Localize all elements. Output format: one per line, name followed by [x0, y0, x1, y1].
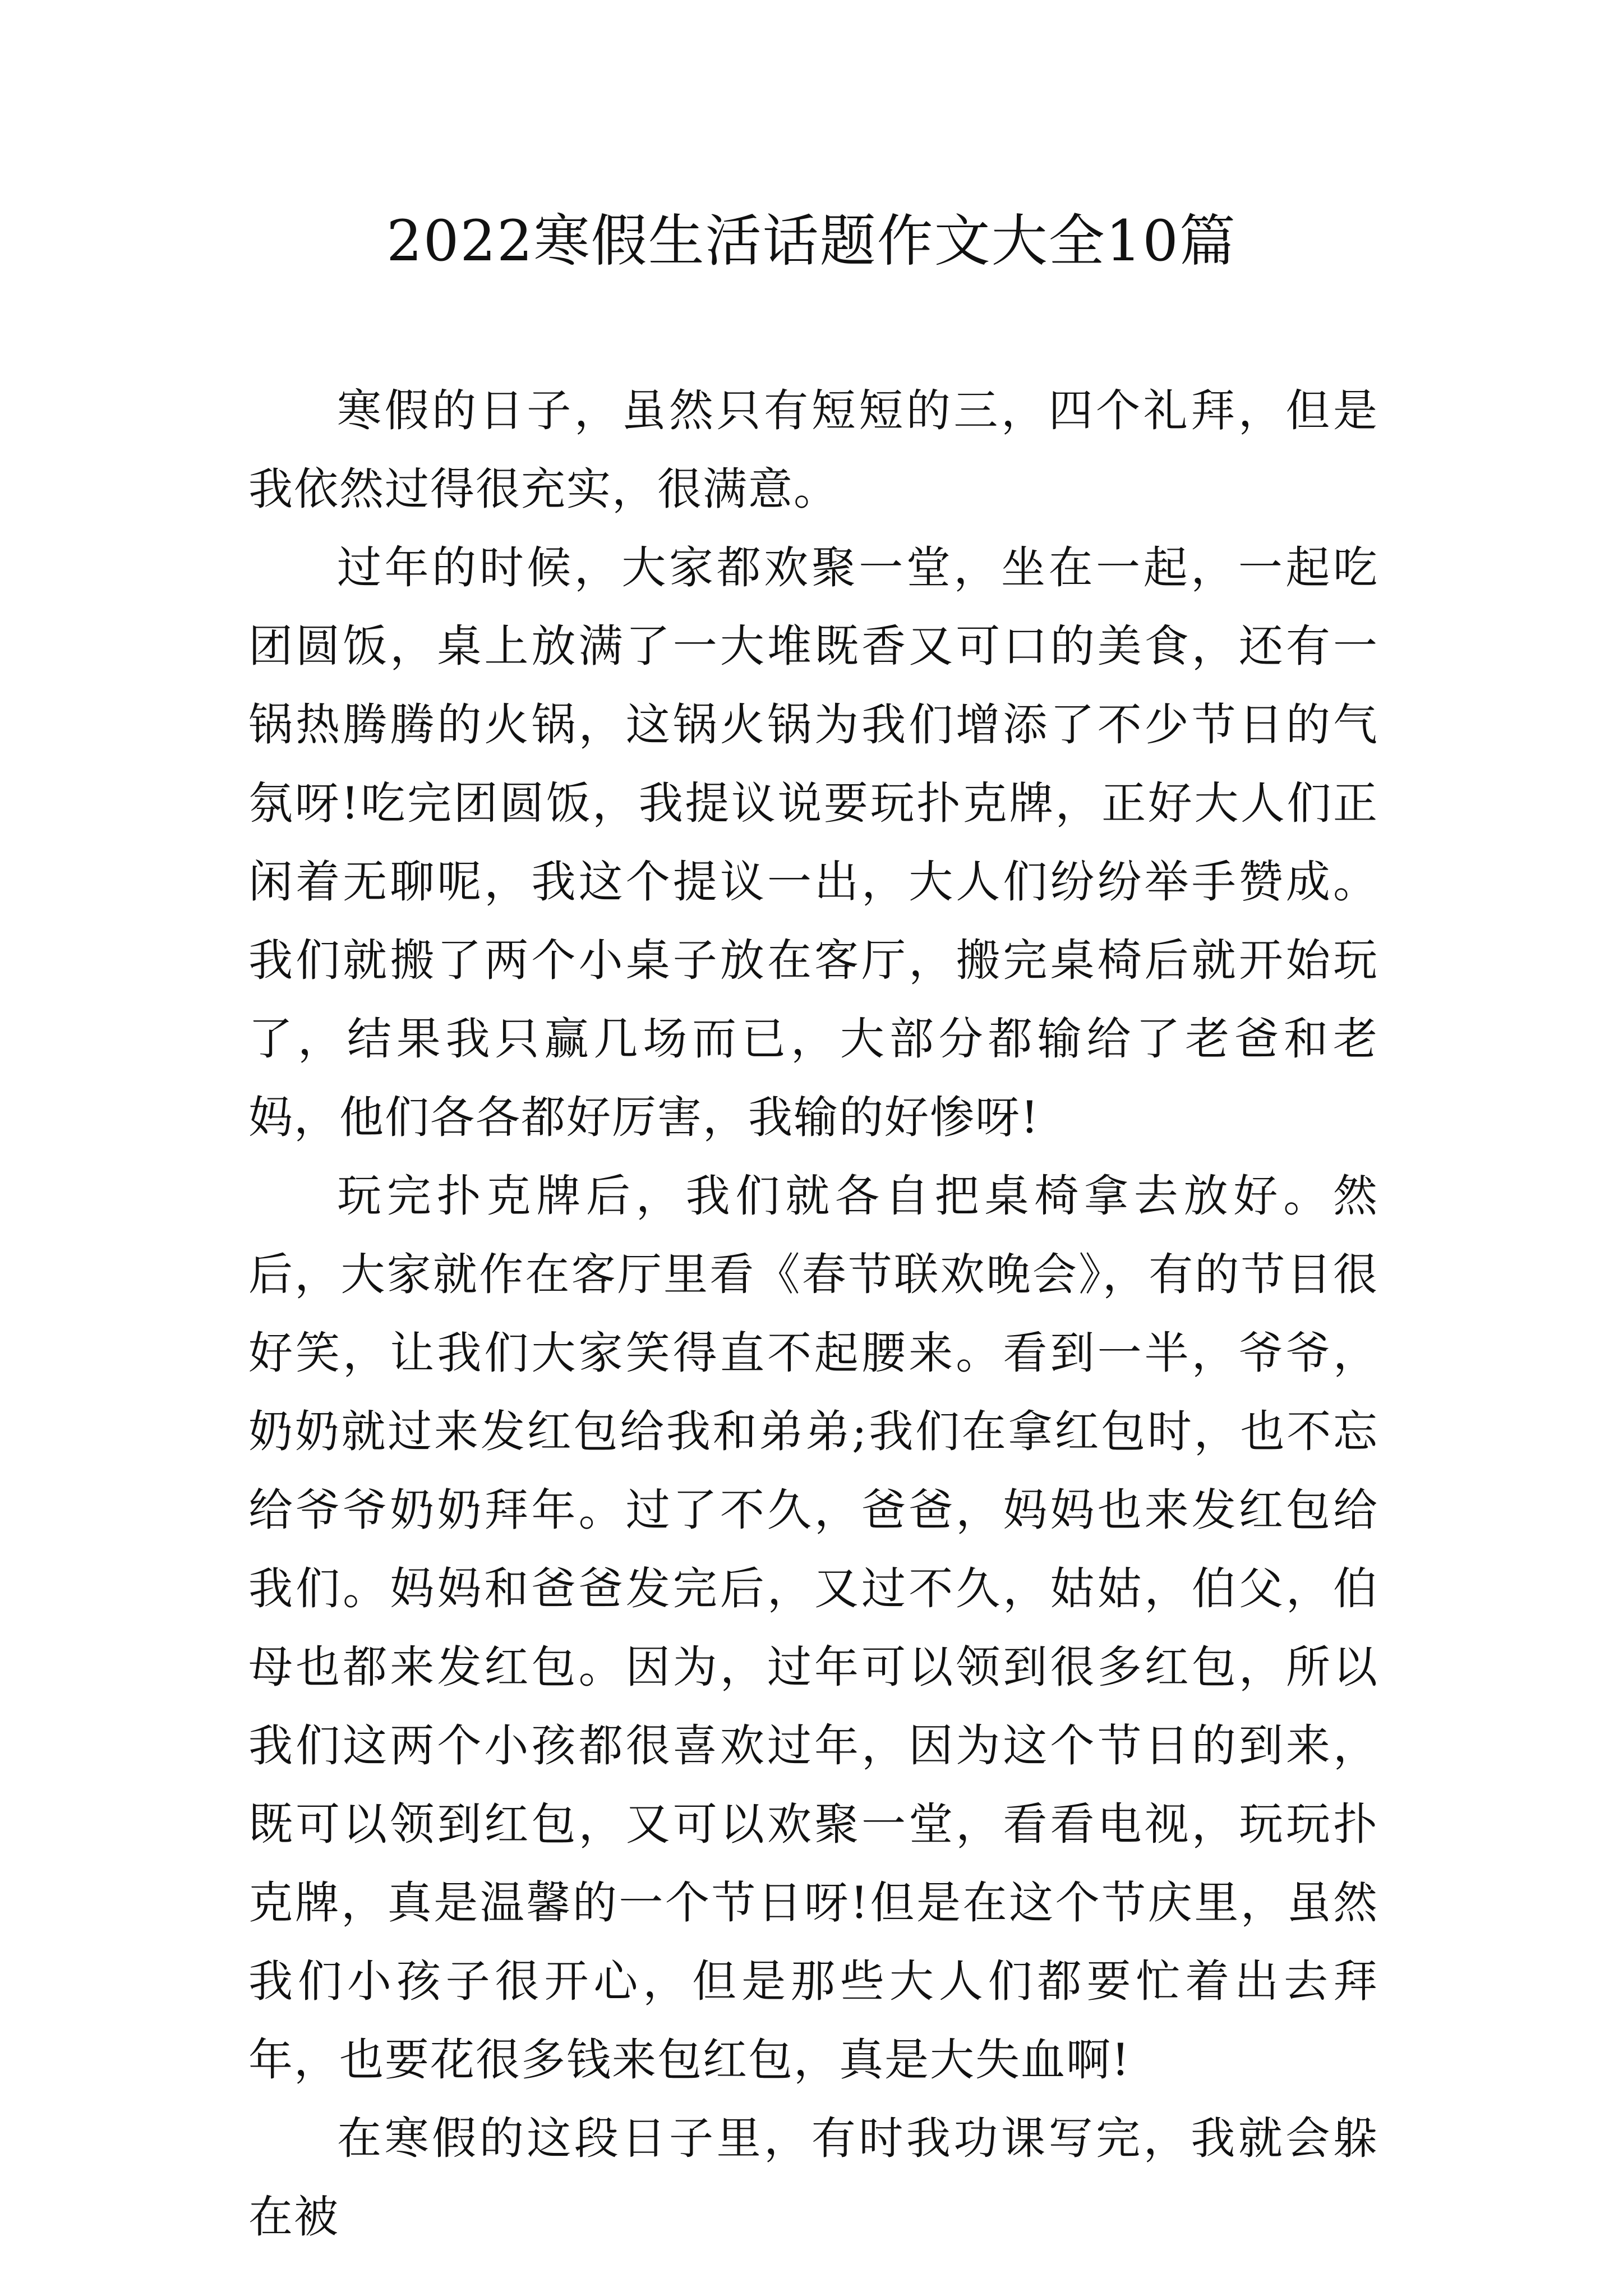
paragraph-2: 过年的时候，大家都欢聚一堂，坐在一起，一起吃团圆饭，桌上放满了一大堆既香又可口的美食，还有一锅热腾腾的火锅，这锅火锅为我们增添了不少节日的气氛呀!吃完团圆饭，我提议说要玩扑克牌，正好大人们正闲着无聊呢，我这个提议一出，大人们纷纷举手赞成。我们就搬了两个小桌子放在客厅，搬完桌椅后就开始玩了，结果我只赢几场而已，大部分都输给了老爸和老妈，他们各各都好厉害，我输的好惨呀!: [248, 542, 1378, 1143]
paragraph-4: 在寒假的这段日子里，有时我功课写完，我就会躲在被: [248, 2113, 1378, 2243]
paragraph-1: 寒假的日子，虽然只有短短的三，四个礼拜，但是我依然过得很充实，很满意。: [248, 385, 1378, 515]
document-title: 2022寒假生活话题作文大全10篇: [386, 208, 1237, 274]
paragraph-3: 玩完扑克牌后，我们就各自把桌椅拿去放好。然后，大家就作在客厅里看《春节联欢晚会》，有的节目很好笑，让我们大家笑得直不起腰来。看到一半，爷爷，奶奶就过来发红包给我和弟弟;我们在拿红包时，也不忘给爷爷奶奶拜年。过了不久，爸爸，妈妈也来发红包给我们。妈妈和爸爸发完后，又过不久，姑姑，伯父，伯母也都来发红包。因为，过年可以领到很多红包，所以我们这两个小孩都很喜欢过年，因为这个节日的到来，既可以领到红包，又可以欢聚一堂，看看电视，玩玩扑克牌，真是温馨的一个节日呀!但是在这个节庆里，虽然我们小孩子很开心，但是那些大人们都要忙着出去拜年，也要花很多钱来包红包，真是大失血啊!: [248, 1170, 1378, 2086]
document-body: [248, 371, 1378, 2256]
